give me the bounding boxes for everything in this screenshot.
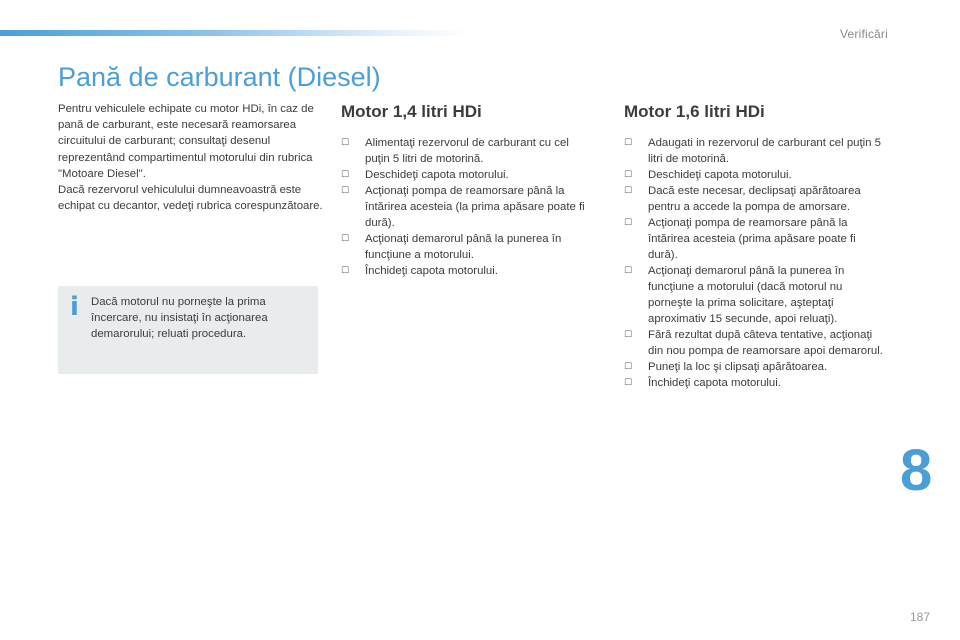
step-text: Închideţi capota motorului. — [365, 265, 498, 277]
step-item — [624, 167, 884, 183]
checkbox-bullet-icon: ☐ — [341, 234, 350, 244]
step-item — [624, 183, 884, 215]
motor-16-heading: Motor 1,6 litri HDi — [624, 102, 765, 121]
step-item — [624, 135, 884, 167]
checkbox-bullet-icon: ☐ — [624, 362, 633, 372]
header-accent-bar — [0, 30, 470, 36]
step-text: Închideţi capota motorului. — [648, 377, 781, 389]
intro-text — [58, 101, 323, 214]
step-item — [624, 375, 884, 391]
page-title: Pană de carburant (Diesel) — [58, 62, 381, 92]
info-icon: i — [70, 292, 79, 322]
step-text: Adaugati in rezervorul de carburant cel puţin 5 litri de motorină. — [648, 137, 882, 165]
step-item — [624, 359, 884, 375]
step-item — [624, 215, 884, 263]
step-text: Acţionaţi pompa de reamorsare până la întărirea acesteia (la prima apăsare poate fi dură). — [365, 185, 585, 229]
step-text: Acţionaţi pompa de reamorsare până la întărirea acesteia (prima apăsare poate fi dură). — [648, 217, 856, 261]
chapter-number: 8 — [900, 438, 933, 503]
info-box — [58, 286, 318, 374]
info-text: Dacă motorul nu porneşte la prima încercare, nu insistaţi în acţionarea demarorului; reluati procedura. — [91, 296, 268, 341]
motor-16-steps — [624, 135, 884, 391]
checkbox-bullet-icon: ☐ — [624, 218, 633, 228]
step-text: Alimentaţi rezervorul de carburant cu cel puţin 5 litri de motorină. — [365, 137, 569, 165]
section-label: Verificări — [839, 27, 888, 41]
step-text: Fără rezultat după câteva tentative, acţionaţi din nou pompa de reamorsare apoi demarorul. — [648, 329, 883, 357]
checkbox-bullet-icon: ☐ — [624, 330, 633, 340]
checkbox-bullet-icon: ☐ — [341, 138, 350, 148]
step-text: Dacă este necesar, declipsaţi apărătoarea pentru a accede la pompa de amorsare. — [648, 185, 861, 213]
checkbox-bullet-icon: ☐ — [624, 186, 633, 196]
step-item — [341, 263, 591, 279]
step-item — [624, 263, 884, 327]
step-text: Deschideţi capota motorului. — [648, 169, 792, 181]
intro-paragraph-1: Pentru vehiculele echipate cu motor HDi, în caz de pană de carburant, este necesară reamorsarea circuitului de carburant; consultaţi desenul reprezentând compartimentul motorului din rubrica "Motoare Diesel". — [58, 103, 314, 180]
step-text: Acţionaţi demarorul până la punerea în funcţiune a motorului (dacă motorul nu porneşte la prima solicitare, aşteptaţi aproximativ 15 secunde, apoi reluaţi). — [648, 265, 845, 325]
step-item — [624, 327, 884, 359]
step-text: Acţionaţi demarorul până la punerea în funcţiune a motorului. — [365, 233, 562, 261]
checkbox-bullet-icon: ☐ — [341, 170, 350, 180]
step-item — [341, 167, 591, 183]
step-item — [341, 231, 591, 263]
checkbox-bullet-icon: ☐ — [341, 266, 350, 276]
motor-14-steps — [341, 135, 591, 279]
checkbox-bullet-icon: ☐ — [624, 138, 633, 148]
page-number: 187 — [909, 610, 930, 624]
motor-14-heading: Motor 1,4 litri HDi — [341, 102, 482, 121]
checkbox-bullet-icon: ☐ — [624, 170, 633, 180]
checkbox-bullet-icon: ☐ — [624, 378, 633, 388]
intro-paragraph-2: Dacă rezervorul vehiculului dumneavoastră este echipat cu decantor, vedeţi rubrica corespunzătoare. — [58, 184, 323, 213]
step-text: Deschideţi capota motorului. — [365, 169, 509, 181]
step-item — [341, 135, 591, 167]
checkbox-bullet-icon: ☐ — [341, 186, 350, 196]
checkbox-bullet-icon: ☐ — [624, 266, 633, 276]
step-text: Puneţi la loc şi clipsaţi apărătoarea. — [648, 361, 828, 373]
step-item — [341, 183, 591, 231]
